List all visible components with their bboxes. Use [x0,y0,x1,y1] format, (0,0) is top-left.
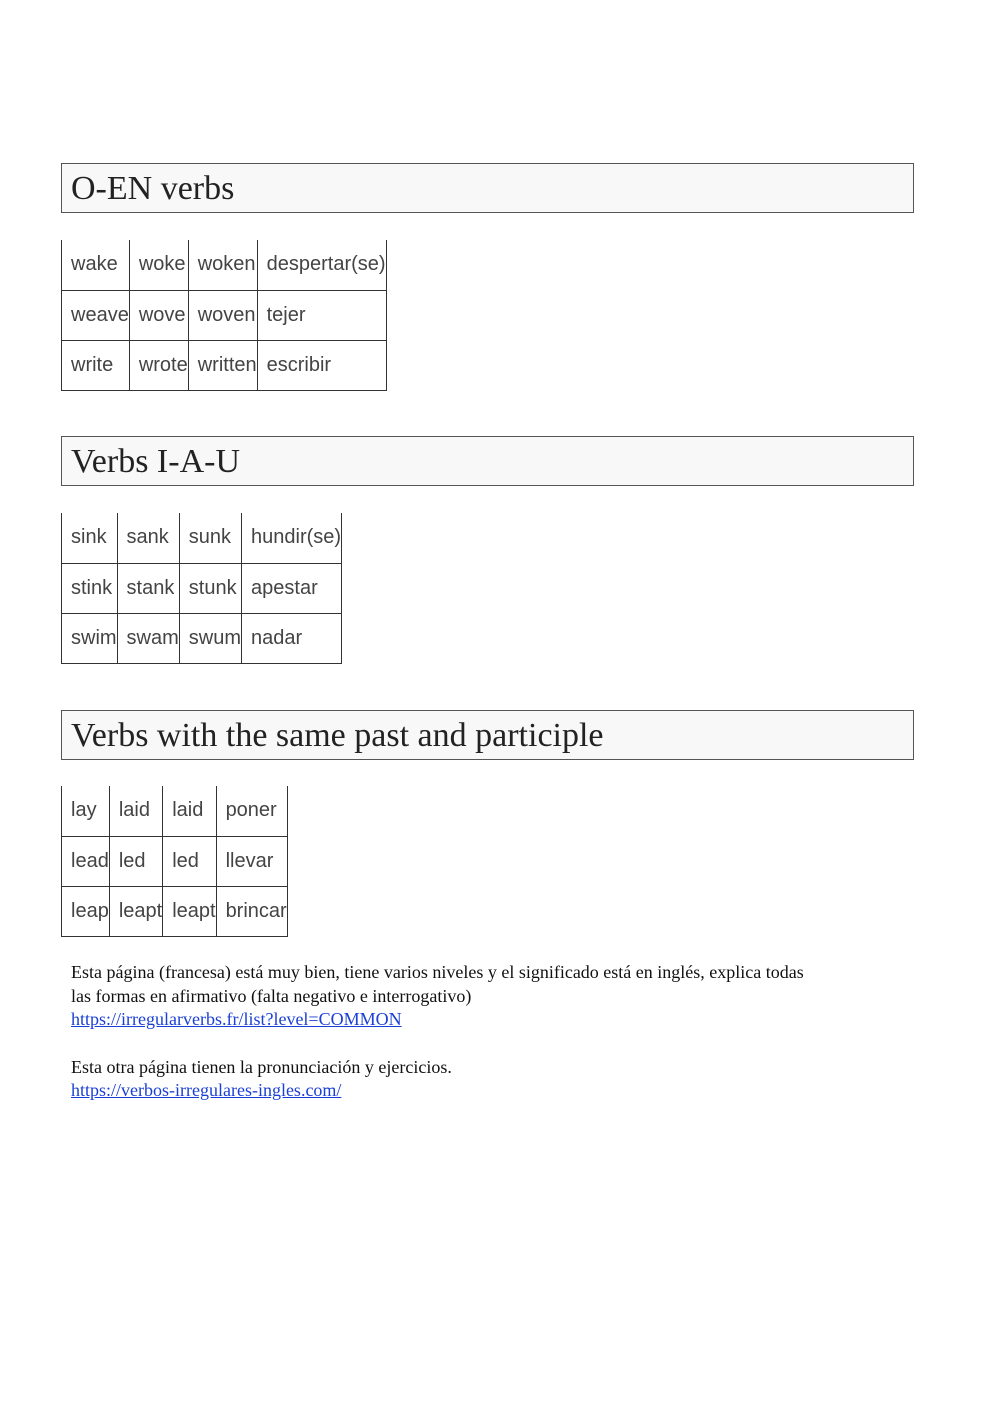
translation-cell: hundir(se) [242,513,342,563]
table-row [62,786,288,836]
notes [71,961,911,1103]
translation-cell: escribir [257,340,386,390]
participle-cell: led [163,836,216,886]
participle-cell: leapt [163,886,216,936]
base-form-cell: write [62,340,130,390]
section-header [61,710,914,760]
base-form-cell: wake [62,240,130,290]
section-title: O-EN verbs [71,170,235,207]
base-form-cell: weave [62,290,130,340]
participle-cell: woken [188,240,257,290]
link-verbos-irregulares[interactable]: https://verbos-irregulares-ingles.com/ [71,1080,342,1100]
past-cell: sank [117,513,179,563]
base-form-cell: lead [62,836,110,886]
participle-cell: sunk [179,513,241,563]
table-row [62,836,288,886]
table-row [62,563,342,613]
section-title: Verbs I-A-U [71,443,241,480]
past-cell: woke [129,240,188,290]
translation-cell: nadar [242,613,342,663]
table-row [62,340,387,390]
base-form-cell: sink [62,513,118,563]
participle-cell: stunk [179,563,241,613]
translation-cell: despertar(se) [257,240,386,290]
link-verbos-irregulares-line [71,1079,911,1103]
base-form-cell: stink [62,563,118,613]
participle-cell: written [188,340,257,390]
note-paragraph-line: las formas en afirmativo (falta negativo e interrogativo) [71,985,472,1006]
translation-cell: tejer [257,290,386,340]
base-form-cell: lay [62,786,110,836]
participle-cell: laid [163,786,216,836]
translation-cell: apestar [242,563,342,613]
link-irregularverbs[interactable]: https://irregularverbs.fr/list?level=COMMON [71,1009,402,1029]
base-form-cell: swim [62,613,118,663]
past-cell: leapt [109,886,162,936]
past-cell: laid [109,786,162,836]
section-title: Verbs with the same past and participle [71,717,604,754]
base-form-cell: leap [62,886,110,936]
note-paragraph-line: Esta página (francesa) está muy bien, tiene varios niveles y el significado está en inglés, explica todas [71,962,804,982]
translation-cell: brincar [216,886,287,936]
participle-cell: swum [179,613,241,663]
translation-cell: llevar [216,836,287,886]
past-cell: led [109,836,162,886]
past-cell: stank [117,563,179,613]
participle-cell: woven [188,290,257,340]
note-paragraph-line: Esta otra página tienen la pronunciación y ejercicios. [71,1056,452,1077]
verb-table [61,513,342,664]
table-row [62,290,387,340]
link-irregularverbs-line [71,1008,911,1032]
translation-cell: poner [216,786,287,836]
section-header [61,436,914,486]
past-cell: swam [117,613,179,663]
past-cell: wove [129,290,188,340]
section-header [61,163,914,213]
verb-table [61,240,387,391]
verb-table [61,786,288,937]
table-row [62,613,342,663]
spacer [71,1032,911,1056]
table-row [62,886,288,936]
table-row [62,513,342,563]
table-row [62,240,387,290]
past-cell: wrote [129,340,188,390]
